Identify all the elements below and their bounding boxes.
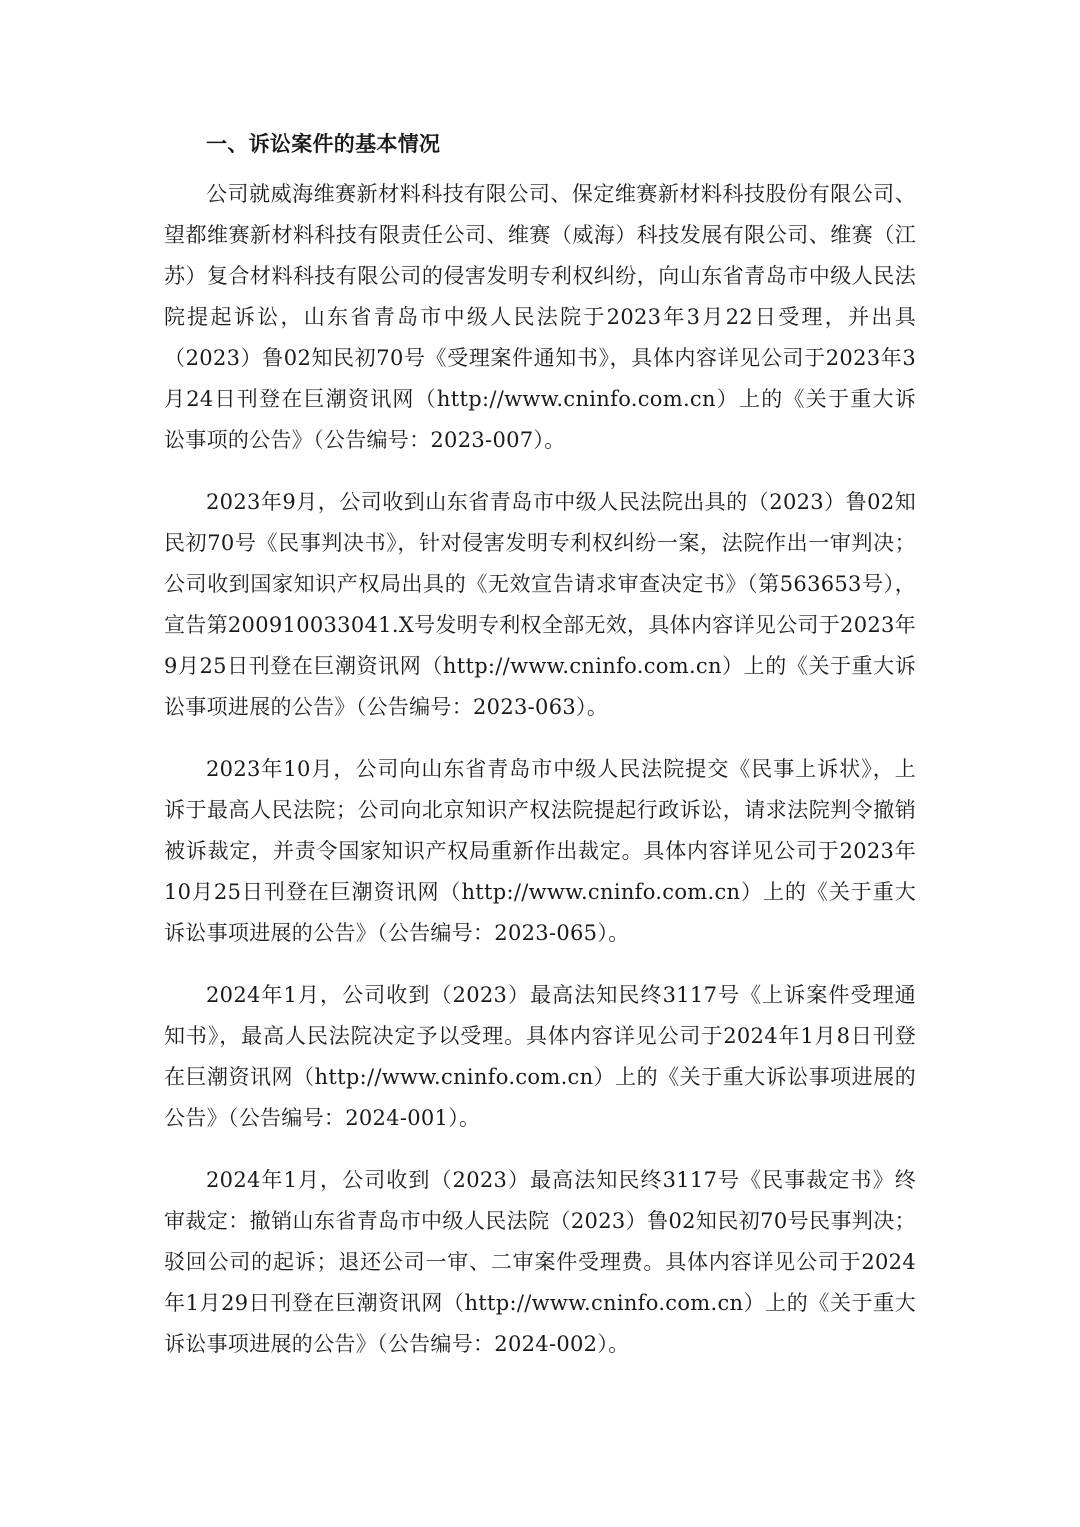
paragraph-3: 2023年10月，公司向山东省青岛市中级人民法院提交《民事上诉状》，上诉于最高人民法院；公司向北京知识产权法院提起行政诉讼，请求法院判令撤销被诉裁定，并责令国家知识产权局重新作出裁定。具体内容详见公司于2023年10月25日刊登在巨潮资讯网（http://www.cninfo.com.cn）上的《关于重大诉讼事项进展的公告》（公告编号：2023-065）。 <box>164 757 916 945</box>
paragraph-1: 公司就威海维赛新材料科技有限公司、保定维赛新材料科技股份有限公司、望都维赛新材料科技有限责任公司、维赛（威海）科技发展有限公司、维赛（江苏）复合材料科技有限公司的侵害发明专利权纠纷，向山东省青岛市中级人民法院提起诉讼，山东省青岛市中级人民法院于2023年3月22日受理，并出具（2023）鲁02知民初70号《受理案件通知书》，具体内容详见公司于2023年3月24日刊登在巨潮资讯网（http://www.cninfo.com.cn）上的《关于重大诉讼事项的公告》（公告编号：2023-007）。 <box>164 182 916 452</box>
section-heading: 一、诉讼案件的基本情况 <box>206 132 441 156</box>
paragraph-2: 2023年9月，公司收到山东省青岛市中级人民法院出具的（2023）鲁02知民初70号《民事判决书》，针对侵害发明专利权纠纷一案，法院作出一审判决；公司收到国家知识产权局出具的《无效宣告请求审查决定书》（第563653号），宣告第200910033041.X号发明专利权全部无效，具体内容详见公司于2023年9月25日刊登在巨潮资讯网（http://www.cninfo.com.cn）上的《关于重大诉讼事项进展的公告》（公告编号：2023-063）。 <box>164 490 916 719</box>
paragraph-5: 2024年1月，公司收到（2023）最高法知民终3117号《民事裁定书》终审裁定：撤销山东省青岛市中级人民法院（2023）鲁02知民初70号民事判决；驳回公司的起诉；退还公司一审、二审案件受理费。具体内容详见公司于2024年1月29日刊登在巨潮资讯网（http://www.cninfo.com.cn）上的《关于重大诉讼事项进展的公告》（公告编号：2024-002）。 <box>164 1168 916 1356</box>
paragraph-4: 2024年1月，公司收到（2023）最高法知民终3117号《上诉案件受理通知书》，最高人民法院决定予以受理。具体内容详见公司于2024年1月8日刊登在巨潮资讯网（http://www.cninfo.com.cn）上的《关于重大诉讼事项进展的公告》（公告编号：2024-001）。 <box>164 983 916 1130</box>
document-body <box>164 124 916 1386</box>
